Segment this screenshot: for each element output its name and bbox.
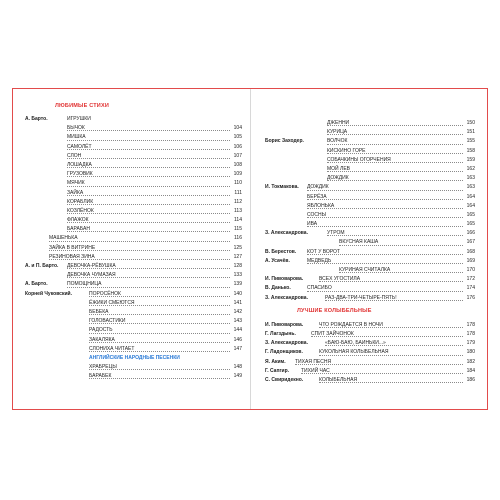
toc-title: СПИТ ЗАЙЧОНОК [311, 330, 354, 337]
toc-title: ЛОШАДКА [67, 161, 92, 168]
toc-title: РАДОСТЬ [89, 327, 113, 334]
toc-title: СПАСИБО [307, 285, 332, 292]
toc-page: 151 [466, 129, 475, 136]
leader-dots [327, 235, 463, 236]
toc-title: СЛОН [67, 152, 82, 159]
toc-author: И. Токмакова. [265, 184, 299, 191]
toc-row[interactable] [25, 207, 242, 216]
toc-page: 114 [234, 217, 242, 224]
toc-row[interactable] [25, 363, 242, 372]
toc-row[interactable] [265, 220, 475, 229]
leader-dots [67, 186, 230, 187]
toc-row[interactable] [25, 179, 242, 188]
toc-row[interactable] [265, 294, 475, 303]
toc-page: 140 [233, 290, 242, 297]
toc-row[interactable] [25, 189, 242, 198]
toc-title: МЯЧИК [67, 180, 85, 187]
toc-title: КУРИЦА [327, 129, 348, 136]
toc-row[interactable] [265, 128, 475, 137]
toc-author: Г. Лагздынь. [265, 330, 296, 337]
toc-row[interactable] [265, 137, 475, 146]
leader-dots [67, 130, 230, 131]
leader-dots [67, 222, 230, 223]
toc-title: ЯБЛОНЬКА [307, 202, 335, 209]
toc-row[interactable] [265, 147, 475, 156]
section-heading-lullabies: ЛУЧШИЕ КОЛЫБЕЛЬНЫЕ [297, 307, 372, 314]
toc-row[interactable] [265, 165, 475, 174]
toc-row[interactable] [265, 358, 475, 367]
toc-row[interactable] [265, 183, 475, 192]
toc-page: 116 [234, 235, 242, 242]
toc-page: 139 [233, 281, 242, 288]
toc-title: СОБАЧКИНЫ ОГОРЧЕНИЯ [327, 156, 391, 163]
toc-page: 167 [466, 239, 475, 246]
toc-row[interactable] [265, 339, 475, 348]
toc-title: СЛОНИХА ЧИТАЕТ [89, 345, 135, 352]
toc-author: В. Данько. [265, 285, 291, 292]
toc-title: ПОРОСЁНОК [89, 290, 121, 297]
toc-page: 147 [233, 345, 242, 352]
toc-row[interactable] [265, 284, 475, 293]
right-page [265, 119, 475, 385]
toc-title: БЫЧОК [67, 125, 85, 132]
toc-row[interactable] [265, 193, 475, 202]
toc-row[interactable] [265, 248, 475, 257]
toc-author: Борис Заходер. [265, 138, 304, 145]
toc-page: 107 [233, 152, 242, 159]
toc-title: МИШКА [67, 134, 86, 141]
toc-page: 182 [466, 358, 475, 365]
toc-author: А. Усачёв. [265, 257, 290, 264]
toc-page: 110 [234, 180, 242, 187]
toc-page: 168 [466, 248, 475, 255]
toc-row[interactable] [25, 299, 242, 308]
toc-list-left-1 [25, 115, 242, 354]
toc-title: БЕБЕКА [89, 308, 109, 315]
toc-row[interactable] [25, 115, 242, 124]
toc-row[interactable] [265, 321, 475, 330]
toc-author: А. и П. Барто. [25, 263, 59, 269]
leader-dots [307, 217, 463, 218]
toc-row[interactable] [265, 330, 475, 339]
toc-row[interactable] [265, 211, 475, 220]
toc-page: 105 [233, 134, 242, 141]
toc-page: 163 [466, 184, 475, 191]
toc-title: ДОЖДИК [307, 184, 329, 191]
toc-row[interactable] [25, 124, 242, 133]
leader-dots [67, 158, 230, 159]
toc-author: З. Александрова. [265, 230, 308, 237]
toc-title: КУКОЛЬНАЯ КОЛЫБЕЛЬНАЯ [319, 349, 389, 356]
toc-page: 108 [233, 161, 242, 168]
toc-title: БАРАБЕК [89, 373, 112, 380]
toc-row[interactable] [25, 345, 242, 354]
toc-author: И. Пивоварова. [265, 321, 304, 328]
toc-row[interactable] [25, 280, 242, 289]
toc-row[interactable] [265, 257, 475, 266]
toc-title: ЗАЙКА [67, 189, 84, 196]
toc-title: ВСЕХ УГОСТИЛА [319, 276, 361, 283]
toc-title: КОТ У ВОРОТ [307, 248, 340, 255]
toc-title: ЁЖИКИ СМЕЮТСЯ [89, 299, 135, 306]
toc-page: 165 [466, 221, 475, 228]
toc-page: 104 [233, 125, 242, 132]
toc-row[interactable] [25, 372, 242, 381]
toc-page: 125 [233, 244, 242, 251]
toc-title: ДЕВОЧКА-РЁВУШКА [67, 263, 116, 269]
toc-row[interactable] [265, 174, 475, 183]
toc-page: 165 [466, 211, 475, 218]
toc-page: 115 [234, 226, 242, 233]
toc-title: УТРОМ [327, 230, 345, 237]
toc-page: 149 [233, 373, 242, 380]
lullabies-heading-wrap [265, 303, 475, 317]
toc-row[interactable] [265, 202, 475, 211]
toc-page: 112 [234, 198, 242, 205]
page-fold [250, 89, 251, 409]
toc-row[interactable] [25, 216, 242, 225]
toc-page: 176 [466, 294, 475, 301]
leader-dots [67, 195, 230, 196]
toc-author: И. Пивоварова. [265, 276, 304, 283]
toc-page: 166 [466, 230, 475, 237]
left-page [25, 103, 242, 381]
toc-page: 162 [466, 165, 475, 172]
leader-dots [89, 314, 230, 315]
toc-page: 150 [466, 120, 475, 126]
toc-page: 148 [233, 364, 242, 371]
toc-title: «БАЮ-БАЮ, БАИНЬКИ...» [325, 340, 386, 347]
toc-page: 143 [233, 318, 242, 325]
toc-page: 170 [466, 267, 475, 273]
toc-title: КОЗЛЁНОК [67, 207, 94, 214]
toc-page: 178 [466, 330, 475, 337]
toc-list-right-1 [265, 119, 475, 303]
toc-page: 172 [466, 276, 475, 283]
toc-page: 163 [466, 175, 475, 182]
toc-title: ВОЛЧОК [327, 138, 348, 145]
toc-page: 174 [466, 285, 475, 292]
toc-author: А. Барто. [25, 281, 48, 288]
toc-page: 179 [466, 340, 475, 347]
toc-author: З. Александрова. [265, 294, 308, 301]
toc-page: 146 [233, 336, 242, 343]
toc-row[interactable] [265, 376, 475, 385]
toc-page: 158 [466, 147, 475, 154]
toc-row[interactable] [265, 119, 475, 128]
toc-page: 178 [466, 321, 475, 328]
toc-row[interactable] [25, 225, 242, 234]
toc-row[interactable] [265, 156, 475, 165]
toc-row[interactable] [25, 234, 242, 243]
toc-author: В. Берестов. [265, 248, 297, 255]
toc-title: ЧТО РОЖДАЕТСЯ В НОЧИ [319, 321, 383, 328]
toc-title: МЕДВЕДЬ [307, 257, 332, 264]
toc-row[interactable] [25, 143, 242, 152]
toc-row[interactable] [25, 244, 242, 253]
toc-title: ГОЛОВАСТИКИ [89, 318, 126, 325]
toc-page: 111 [234, 189, 242, 196]
toc-page: 142 [233, 308, 242, 315]
toc-row[interactable] [25, 317, 242, 326]
toc-row[interactable] [25, 336, 242, 345]
toc-page: 155 [466, 138, 475, 145]
toc-title: ДЖЕННИ [327, 120, 350, 126]
toc-author: Г. Сапгир. [265, 367, 290, 374]
toc-row[interactable] [25, 161, 242, 170]
toc-page: 169 [466, 257, 475, 264]
toc-title: МОЙ ЛЕВ [327, 165, 350, 172]
leader-dots [327, 134, 463, 135]
toc-title: РЕЗИНОВАЯ ЗИНА [49, 253, 95, 260]
toc-page: 106 [233, 143, 242, 150]
toc-row[interactable] [25, 308, 242, 317]
leader-dots [307, 226, 463, 227]
toc-title: БЕРЁЗА [307, 193, 327, 200]
toc-author: З. Александрова. [265, 340, 308, 347]
toc-row[interactable] [25, 133, 242, 142]
toc-row[interactable] [265, 266, 475, 275]
toc-title: ДЕВОЧКА ЧУМАЗАЯ [67, 272, 116, 279]
toc-page: 141 [233, 299, 242, 306]
toc-author: С. Свиридекно. [265, 376, 304, 383]
toc-title: ВКУСНАЯ КАША [339, 239, 379, 246]
toc-title: РАЗ-ДВА-ТРИ-ЧЕТЫРЕ-ПЯТЬ! [325, 294, 397, 301]
toc-title: КОЛЫБЕЛЬНАЯ [319, 376, 358, 383]
section-heading-favorite-poems: ЛЮБИМЫЕ СТИХИ [55, 103, 109, 109]
toc-title: ЗАЙКА В ВИТРИНЕ [49, 244, 96, 251]
toc-list-left-2 [25, 363, 242, 381]
toc-title: КУРИНАЯ СЧИТАЛКА [339, 267, 391, 273]
toc-title: ИГРУШКИ [67, 116, 91, 122]
leader-dots [307, 199, 463, 200]
leader-dots [67, 140, 230, 141]
toc-title: КИСКИНО ГОРЕ [327, 147, 366, 154]
toc-page: 133 [233, 272, 242, 279]
toc-row[interactable] [25, 271, 242, 280]
toc-author: А. Барто. [25, 116, 48, 122]
toc-row[interactable] [25, 326, 242, 335]
toc-row[interactable] [265, 229, 475, 238]
toc-page: 184 [466, 367, 475, 374]
toc-row[interactable] [25, 152, 242, 161]
toc-row[interactable] [25, 253, 242, 262]
toc-author: Я. Аким. [265, 358, 286, 365]
toc-title: КОРАБЛИК [67, 198, 94, 205]
toc-page: 113 [234, 207, 242, 214]
toc-title: ПОМОЩНИЦА [67, 281, 102, 288]
toc-page: 144 [233, 327, 242, 334]
toc-title: ФЛАЖОК [67, 217, 89, 224]
toc-title: МАШЕНЬКА [49, 235, 78, 242]
toc-author: Корней Чуковский. [25, 290, 72, 297]
book-spread [12, 88, 488, 410]
toc-row[interactable] [265, 367, 475, 376]
leader-dots [307, 190, 463, 191]
toc-row[interactable] [265, 238, 475, 247]
leader-dots [67, 231, 230, 232]
toc-title: ГРУЗОВИК [67, 171, 93, 178]
toc-page: 164 [466, 193, 475, 200]
toc-title: ЗАКАЛЯКА [89, 336, 115, 343]
toc-row[interactable] [25, 290, 242, 299]
toc-page: 128 [233, 263, 242, 269]
toc-page: 127 [233, 253, 242, 260]
toc-title: ТИХИЙ ЧАС [301, 367, 330, 374]
toc-title: ДОЖДИК [327, 175, 349, 182]
toc-page: 159 [466, 156, 475, 163]
subheading-english-folk-songs: АНГЛИЙСКИЕ НАРОДНЫЕ ПЕСЕНКИ [89, 354, 180, 361]
toc-title: БАРАБАН [67, 226, 90, 233]
toc-page: 186 [466, 376, 475, 383]
toc-title: СОСНЫ [307, 211, 327, 218]
toc-author: Г. Ладонщиков. [265, 349, 303, 356]
toc-page: 180 [466, 349, 475, 356]
toc-row[interactable] [25, 262, 242, 271]
toc-title: ИВА [307, 221, 318, 228]
toc-title: ТИХАЯ ПЕСНЯ [295, 358, 332, 365]
toc-page: 109 [233, 171, 242, 178]
toc-title: ХРАБРЕЦЫ [89, 364, 117, 371]
toc-list-right-2 [265, 321, 475, 385]
toc-row[interactable] [265, 275, 475, 284]
toc-row[interactable] [25, 170, 242, 179]
toc-page: 164 [466, 202, 475, 209]
toc-row[interactable] [265, 348, 475, 357]
toc-title: САМОЛЁТ [67, 143, 92, 150]
toc-row[interactable] [25, 198, 242, 207]
